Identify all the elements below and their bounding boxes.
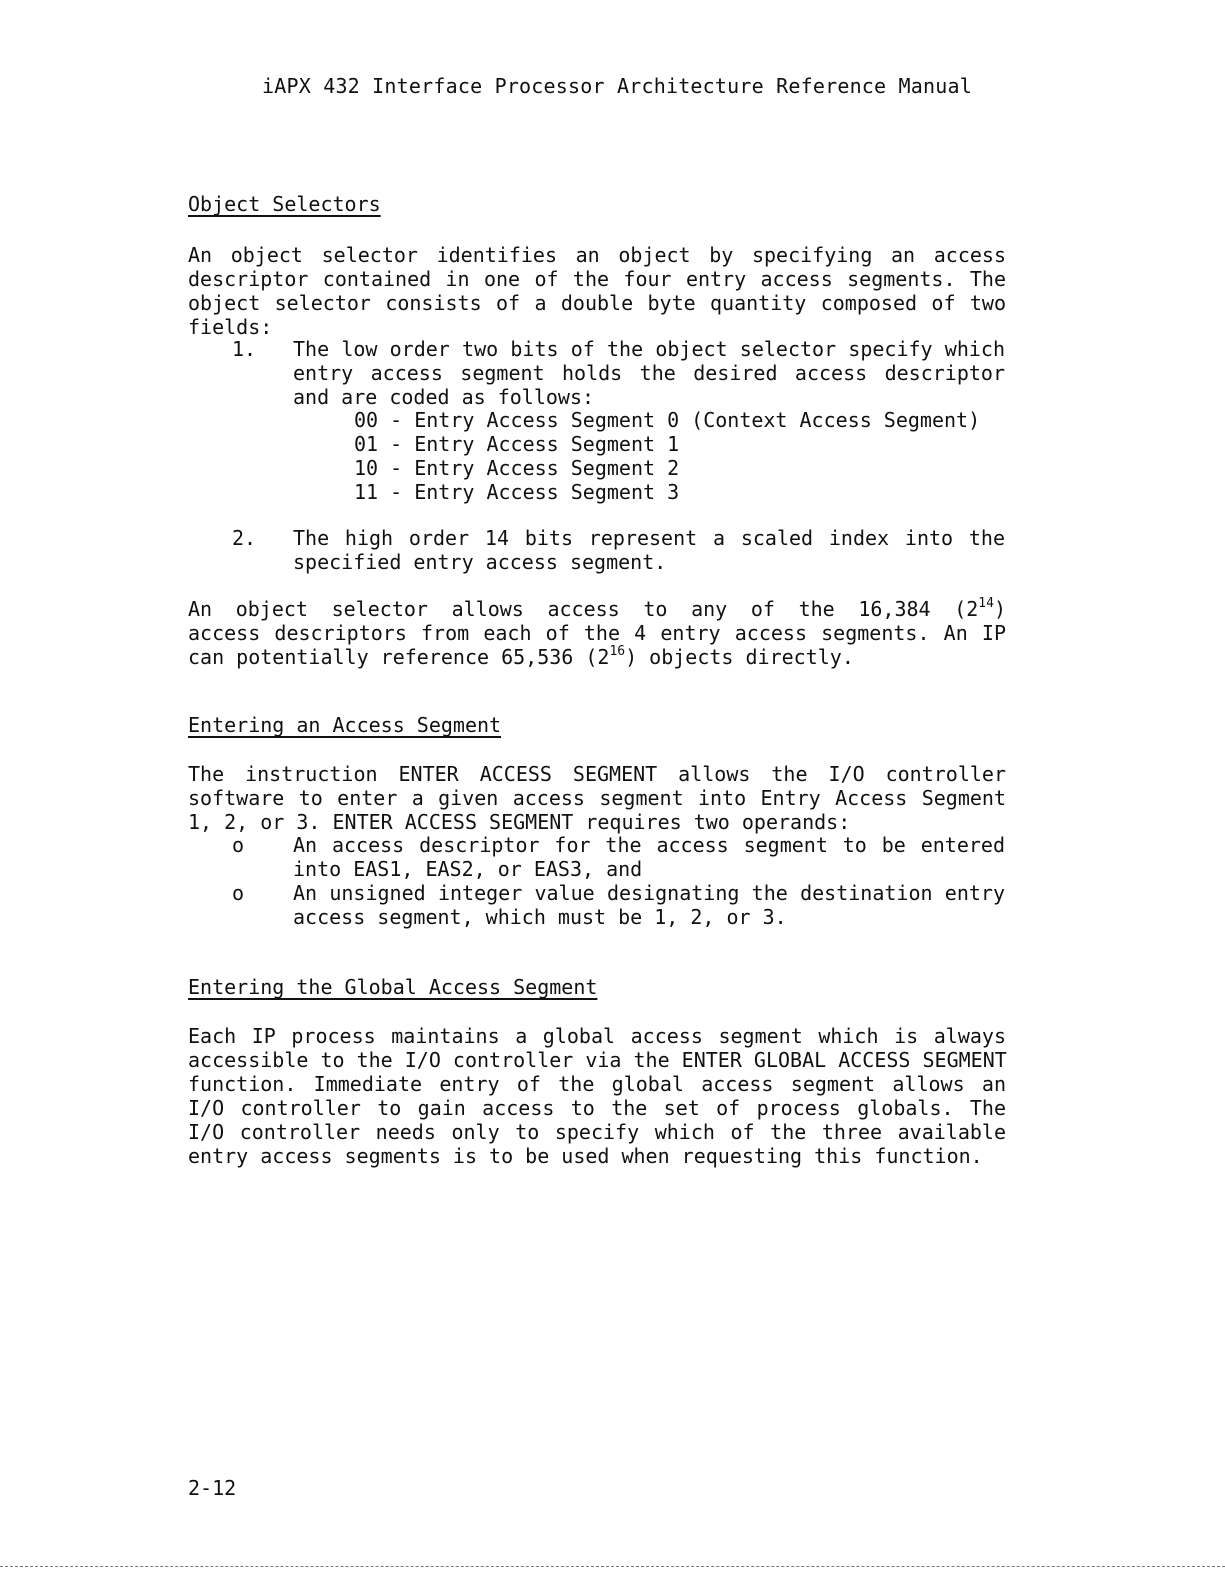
text-line: descriptor contained in one of the four entry access segments. The [188,267,1006,291]
segment-code-list [354,408,981,504]
bullet-marker: o [232,833,245,857]
text-segment: can potentially reference 65,536 (2 [188,645,610,669]
page-bottom-rule [0,1566,1225,1567]
segment-code: 00 - Entry Access Segment 0 (Context Access Segment) [354,408,981,432]
section-heading-object-selectors: Object Selectors [188,192,381,216]
section-heading-entering-global-access-segment: Entering the Global Access Segment [188,975,598,999]
text-line: accessible to the I/O controller via the ENTER GLOBAL ACCESS SEGMENT [188,1048,1007,1072]
text-line: function. Immediate entry of the global access segment allows an [188,1072,1006,1096]
section-heading-entering-access-segment: Entering an Access Segment [188,713,502,737]
text-line [188,645,1006,669]
text-line: fields: [188,315,273,339]
text-segment: An object selector allows access to any of the 16,384 (2 [188,597,979,621]
segment-code: 01 - Entry Access Segment 1 [354,432,680,456]
text-line: entry access segments is to be used when requesting this function. [188,1144,983,1168]
text-line [188,597,1006,621]
list-item-1 [293,337,1005,409]
text-line: specified entry access segment. [293,550,667,574]
text-line: entry access segment holds the desired access descriptor [293,361,1005,385]
text-line: object selector consists of a double byte quantity composed of two [188,291,1006,315]
text-line: An access descriptor for the access segment to be entered [293,833,1005,857]
bullet-item-1 [293,833,1005,881]
text-line: Each IP process maintains a global access segment which is always [188,1024,1006,1048]
text-line: I/O controller to gain access to the set of process globals. The [188,1096,1006,1120]
text-line: 1, 2, or 3. ENTER ACCESS SEGMENT requires two operands: [188,810,851,834]
running-header: iAPX 432 Interface Processor Architecture Reference Manual [262,74,972,98]
page-number: 2-12 [188,1476,237,1500]
segment-code: 11 - Entry Access Segment 3 [354,480,680,504]
list-number: 1. [232,337,257,361]
exponent: 14 [978,596,994,611]
exponent: 16 [609,644,626,659]
entering-access-segment-intro [188,762,1006,834]
text-line: The low order two bits of the object selector specify which [293,337,1005,361]
text-line: software to enter a given access segment into Entry Access Segment [188,786,1006,810]
text-line: An unsigned integer value designating the destination entry [293,881,1005,905]
text-line: I/O controller needs only to specify which of the three available [188,1120,1006,1144]
object-selector-closing [188,597,1006,669]
bullet-marker: o [232,881,245,905]
text-line: access segment, which must be 1, 2, or 3. [293,905,787,929]
text-line: and are coded as follows: [293,385,595,409]
text-line: access descriptors from each of the 4 entry access segments. An IP [188,621,1006,645]
global-access-segment-body [188,1024,1006,1168]
text-line: The high order 14 bits represent a scaled index into the [293,526,1005,550]
text-line: The instruction ENTER ACCESS SEGMENT allows the I/O controller [188,762,1006,786]
bullet-item-2 [293,881,1005,929]
segment-code: 10 - Entry Access Segment 2 [354,456,680,480]
text-segment: ) [993,597,1006,621]
text-line: into EAS1, EAS2, or EAS3, and [293,857,643,881]
text-line: An object selector identifies an object by specifying an access [188,243,1006,267]
text-segment: ) objects directly. [625,645,854,669]
list-item-2 [293,526,1005,574]
object-selectors-intro [188,243,1006,339]
list-number: 2. [232,526,257,550]
